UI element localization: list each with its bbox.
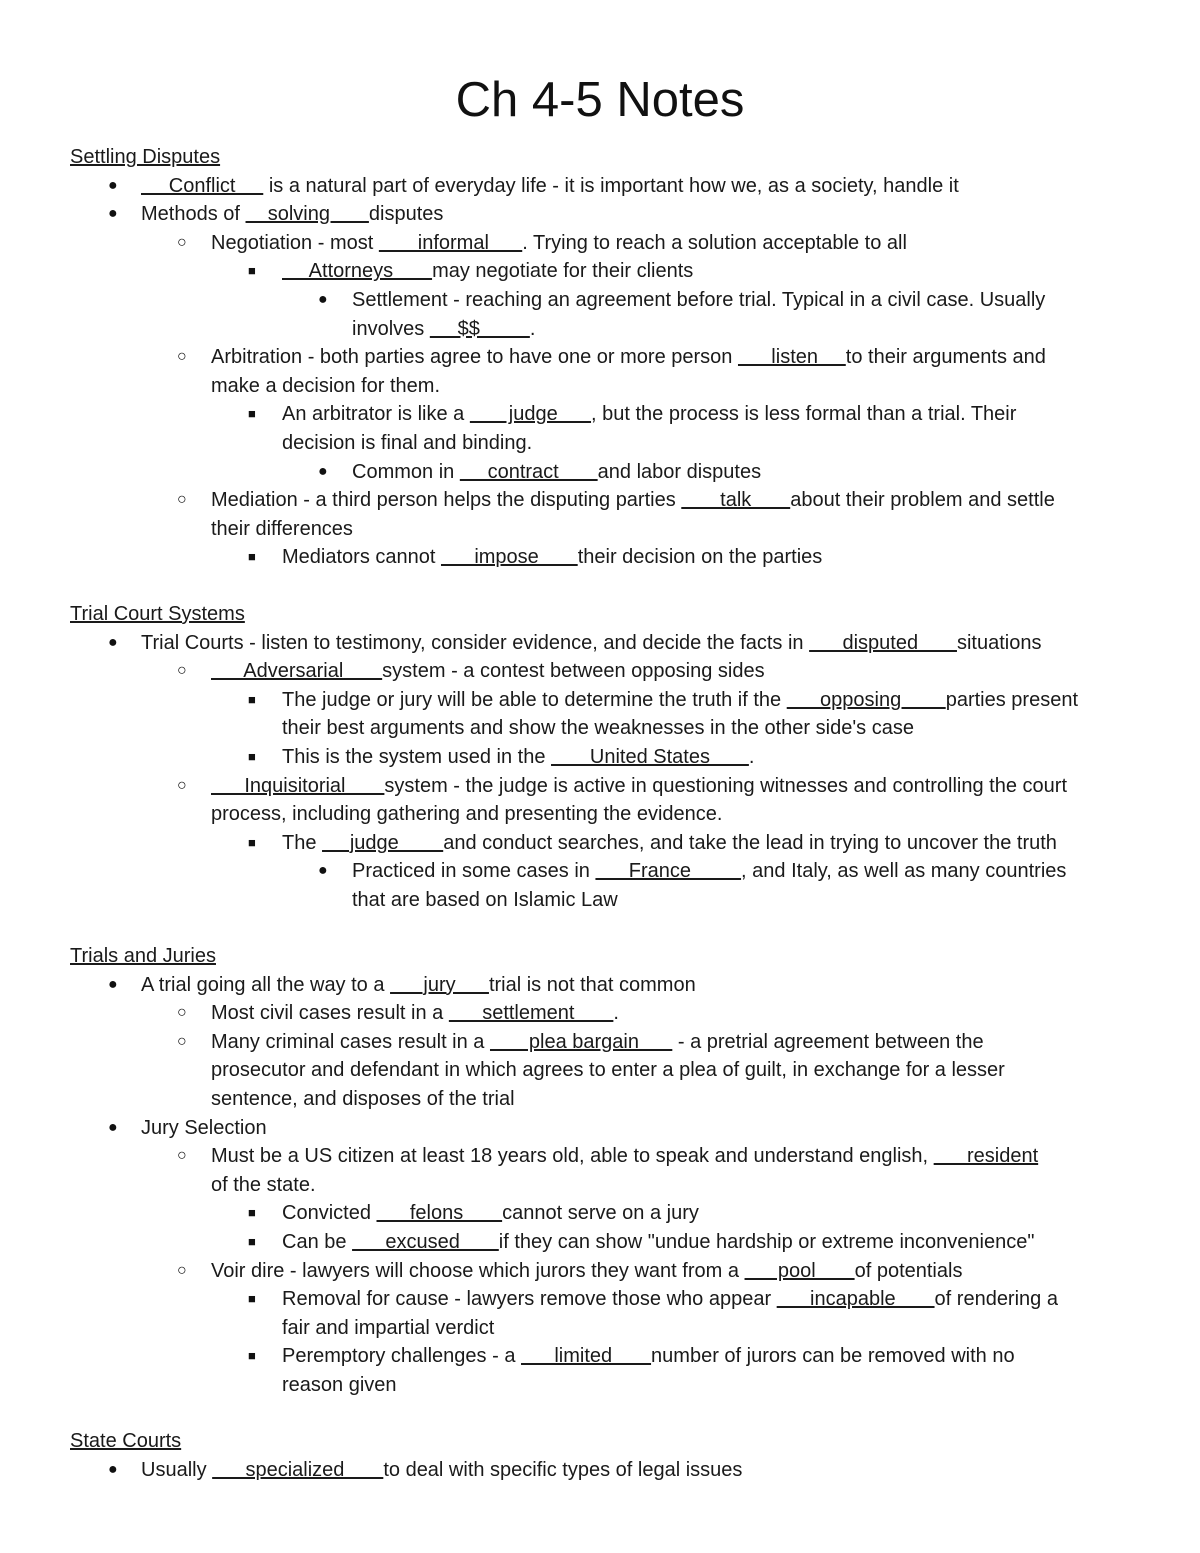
fill-in-answer: pool [744,1259,855,1282]
list-item-continuation [211,1085,515,1113]
section-heading: State Courts [70,1430,182,1452]
note-text: their differences [211,517,353,540]
section-heading: Trial Court Systems [70,603,245,625]
bullet-icon [177,999,187,1027]
fill-in-answer: jury [390,973,489,996]
list-item [282,686,1078,714]
fill-in-answer: incapable [776,1288,935,1311]
note-text: Removal for cause - lawyers remove those who appear [282,1288,777,1311]
note-text: trial is not that common [488,973,696,996]
list-item [282,543,822,571]
note-text: system - the judge is active in questioning witnesses and controlling the court [384,774,1067,797]
note-text: and conduct searches, and take the lead in trying to uncover the truth [443,831,1057,854]
note-text: parties present [945,688,1078,711]
note-text: of the state. [211,1173,316,1196]
list-item-continuation [211,372,440,400]
bullet-icon [248,1228,256,1256]
list-item [211,1142,1038,1170]
bullet-icon [177,1028,187,1056]
list-item [211,999,619,1027]
list-item-continuation [211,1056,1005,1084]
list-item-continuation [352,886,618,914]
note-text: An arbitrator is like a [282,403,470,426]
fill-in-answer: solving [245,203,369,226]
note-text: about their problem and settle [790,489,1055,512]
page-title: Ch 4-5 Notes [455,73,745,127]
note-text: sentence, and disposes of the trial [211,1088,515,1110]
bullet-icon [177,772,187,800]
list-item [141,971,696,999]
note-text: and labor disputes [597,460,762,483]
list-item [282,400,1016,428]
bullet-icon [248,743,256,771]
note-text: situations [956,631,1042,654]
fill-in-answer: felons [376,1202,503,1225]
list-item [141,172,959,200]
bullet-icon [108,1456,118,1484]
note-text: A trial going all the way to a [141,973,391,996]
fill-in-answer: $$ [429,317,530,340]
bullet-icon [108,200,118,228]
fill-in-answer: contract [459,460,598,483]
note-text: , and Italy, as well as many countries [741,860,1067,883]
fill-in-answer: talk [681,489,791,512]
note-text: system - a contest between opposing sides [382,660,765,683]
note-text: Jury Selection [141,1116,267,1139]
fill-in-answer: informal [378,231,523,254]
fill-in-answer: listen [737,346,846,369]
list-item [141,200,443,228]
list-item [352,857,1066,885]
list-item [211,343,1046,371]
bullet-icon [177,229,187,257]
bullet-icon [248,257,256,285]
bullet-icon [248,543,256,571]
note-text: Peremptory challenges - a [282,1345,522,1368]
bullet-icon [318,857,328,885]
note-text: that are based on Islamic Law [352,889,618,911]
list-item [141,629,1041,657]
fill-in-answer: disputed [809,631,957,654]
section-heading: Trials and Juries [70,945,216,967]
fill-in-answer: Adversarial [211,660,383,683]
note-text: involves [352,317,430,340]
list-item-continuation [211,515,353,543]
list-item-continuation [282,1371,397,1399]
note-text: reason given [282,1374,397,1396]
fill-in-answer: excused [352,1231,499,1253]
bullet-icon [177,343,187,371]
list-item [211,1028,984,1056]
bullet-icon [248,686,256,714]
bullet-icon [248,1199,256,1227]
list-item [352,286,1045,314]
list-item [141,1456,742,1484]
list-item [211,229,907,257]
fill-in-answer: Conflict [141,174,264,197]
list-item-continuation [282,429,532,457]
note-text: . [748,746,755,768]
note-text: prosecutor and defendant in which agrees to enter a plea of guilt, in exchange for a lesser [211,1059,1005,1082]
note-text: , but the process is less formal than a trial. Their [591,403,1017,426]
note-text: number of jurors can be removed with no [651,1345,1015,1368]
fill-in-answer: settlement [448,1002,614,1025]
note-text: of potentials [854,1259,963,1282]
list-item-continuation [282,714,914,742]
note-text: Voir dire - lawyers will choose which jurors they want from a [211,1259,745,1282]
fill-in-answer: France [595,860,742,883]
note-text: fair and impartial verdict [282,1316,495,1339]
bullet-icon [248,400,256,428]
list-item [141,1114,267,1142]
note-text: Can be [282,1231,353,1253]
note-text: is a natural part of everyday life - it is important how we, as a society, handle it [263,174,959,197]
bullet-icon [177,1142,187,1170]
fill-in-answer: judge [469,403,592,426]
fill-in-answer: resident [933,1145,1039,1168]
bullet-icon [177,657,187,685]
list-item [282,1228,1034,1256]
note-text: Mediation - a third person helps the disputing parties [211,489,682,512]
note-text: The judge or jury will be able to determine the truth if the [282,688,787,711]
list-item [282,1285,1058,1313]
fill-in-answer: impose [440,546,578,569]
fill-in-answer: Attorneys [282,260,433,283]
note-text: decision is final and binding. [282,432,533,454]
bullet-icon [318,458,328,486]
note-text: Convicted [282,1202,377,1225]
fill-in-answer: limited [521,1345,652,1368]
note-text: Common in [352,460,460,483]
fill-in-answer: United States [551,746,749,768]
fill-in-answer: Inquisitorial [211,774,385,797]
list-item [282,829,1057,857]
note-text: Negotiation - most [211,231,379,254]
list-item [211,657,765,685]
note-text: . [613,1002,619,1025]
list-item [282,1199,699,1227]
note-text: to their arguments and [845,346,1046,369]
note-text: Arbitration - both parties agree to have one or more person [211,346,738,369]
list-item [282,257,693,285]
list-item [211,772,1067,800]
note-text: Mediators cannot [282,546,441,569]
bullet-icon [318,286,328,314]
list-item-continuation [211,800,722,828]
section-heading: Settling Disputes [70,146,221,168]
note-text: process, including gathering and presenting the evidence. [211,803,723,826]
list-item [211,1257,962,1285]
bullet-icon [248,1342,256,1370]
note-text: Settlement - reaching an agreement before trial. Typical in a civil case. Usually [352,289,1046,311]
note-text: of rendering a [934,1288,1058,1311]
fill-in-answer: plea bargain [489,1030,673,1053]
note-text: . Trying to reach a solution acceptable to all [522,231,907,254]
note-text: to deal with specific types of legal issues [383,1458,743,1481]
fill-in-answer: specialized [212,1458,384,1481]
list-item-continuation [211,1171,316,1199]
note-text: their decision on the parties [577,546,823,569]
fill-in-answer: opposing [786,688,946,711]
list-item-continuation [352,315,535,343]
list-item [211,486,1055,514]
list-item [282,1342,1015,1370]
note-text: Trial Courts - listen to testimony, consider evidence, and decide the facts in [141,631,810,654]
bullet-icon [177,1257,187,1285]
note-text: Many criminal cases result in a [211,1030,490,1053]
note-text: disputes [368,203,444,226]
bullet-icon [248,1285,256,1313]
note-text: Must be a US citizen at least 18 years old, able to speak and understand english, [211,1145,934,1168]
note-text: - a pretrial agreement between the [672,1030,984,1053]
note-text: The [282,831,323,854]
bullet-icon [248,829,256,857]
bullet-icon [108,1114,118,1142]
bullet-icon [108,629,118,657]
note-text: if they can show "undue hardship or extreme inconvenience" [498,1231,1035,1253]
note-text: their best arguments and show the weaknesses in the other side's case [282,717,914,740]
note-text: . [529,317,536,340]
note-text: make a decision for them. [211,374,440,397]
note-text: Usually [141,1458,213,1481]
bullet-icon [108,971,118,999]
bullet-icon [108,172,118,200]
note-text: Most civil cases result in a [211,1002,449,1025]
note-text: Practiced in some cases in [352,860,596,883]
note-text: may negotiate for their clients [432,260,694,283]
note-text: cannot serve on a jury [502,1202,699,1225]
fill-in-answer: judge [322,831,444,854]
list-item-continuation [282,1314,494,1342]
note-text: This is the system used in the [282,746,552,768]
bullet-icon [177,486,187,514]
list-item [352,458,761,486]
note-text: Methods of [141,203,246,226]
list-item [282,743,754,771]
